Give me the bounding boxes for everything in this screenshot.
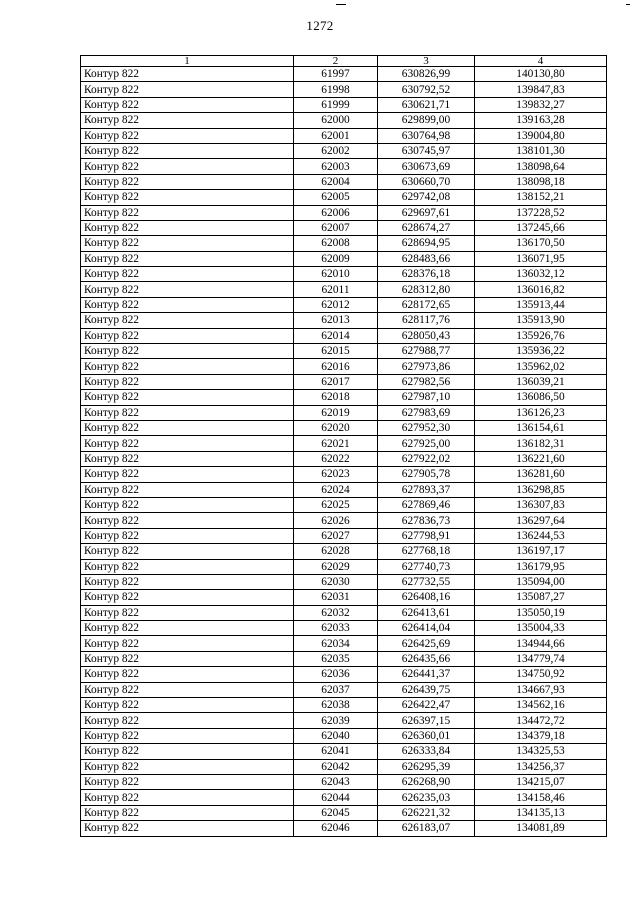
cell-y-coordinate: 138098,18 [475,174,607,189]
table-row [81,267,607,282]
cell-point-number: 62029 [294,559,378,574]
cell-x-coordinate: 626333,84 [378,744,475,759]
cell-x-coordinate: 629742,08 [378,190,475,205]
cell-x-coordinate: 626422,47 [378,698,475,713]
cell-point-number: 62034 [294,636,378,651]
cell-y-coordinate: 139004,80 [475,128,607,143]
cell-y-coordinate: 134667,93 [475,682,607,697]
cell-point-number: 62013 [294,313,378,328]
cell-y-coordinate: 136244,53 [475,528,607,543]
cell-y-coordinate: 134256,37 [475,759,607,774]
cell-x-coordinate: 629899,00 [378,113,475,128]
column-header-3: 3 [378,56,475,67]
table-row [81,467,607,482]
cell-y-coordinate: 134944,66 [475,636,607,651]
cell-y-coordinate: 138101,30 [475,143,607,158]
cell-contour-name: Контур 822 [81,590,294,605]
cell-y-coordinate: 135087,27 [475,590,607,605]
table-row [81,790,607,805]
table-row [81,544,607,559]
top-mark [336,4,346,5]
cell-contour-name: Контур 822 [81,328,294,343]
table-row [81,67,607,82]
cell-x-coordinate: 628376,18 [378,267,475,282]
table-row [81,174,607,189]
cell-x-coordinate: 626221,32 [378,805,475,820]
cell-y-coordinate: 136032,12 [475,267,607,282]
cell-y-coordinate: 137228,52 [475,205,607,220]
table-row [81,805,607,820]
cell-y-coordinate: 136086,50 [475,390,607,405]
cell-contour-name: Контур 822 [81,528,294,543]
cell-contour-name: Контур 822 [81,344,294,359]
cell-y-coordinate: 136297,64 [475,513,607,528]
cell-y-coordinate: 135913,90 [475,313,607,328]
cell-contour-name: Контур 822 [81,359,294,374]
column-header-4: 4 [475,56,607,67]
cell-x-coordinate: 627983,69 [378,405,475,420]
cell-x-coordinate: 627798,91 [378,528,475,543]
cell-y-coordinate: 136298,85 [475,482,607,497]
cell-x-coordinate: 627740,73 [378,559,475,574]
cell-x-coordinate: 626268,90 [378,774,475,789]
cell-contour-name: Контур 822 [81,759,294,774]
cell-contour-name: Контур 822 [81,636,294,651]
cell-contour-name: Контур 822 [81,236,294,251]
cell-point-number: 62025 [294,497,378,512]
table-row [81,282,607,297]
cell-point-number: 62036 [294,667,378,682]
column-header-1: 1 [81,56,294,67]
cell-y-coordinate: 138152,21 [475,190,607,205]
cell-point-number: 62003 [294,159,378,174]
cell-x-coordinate: 626360,01 [378,728,475,743]
cell-contour-name: Контур 822 [81,682,294,697]
cell-contour-name: Контур 822 [81,544,294,559]
table-row [81,698,607,713]
table-row [81,605,607,620]
table-row [81,97,607,112]
cell-contour-name: Контур 822 [81,651,294,666]
table-header-row [81,56,607,67]
cell-contour-name: Контур 822 [81,143,294,158]
cell-contour-name: Контур 822 [81,574,294,589]
table-row [81,667,607,682]
cell-contour-name: Контур 822 [81,451,294,466]
cell-point-number: 62038 [294,698,378,713]
cell-x-coordinate: 626435,66 [378,651,475,666]
cell-contour-name: Контур 822 [81,744,294,759]
cell-y-coordinate: 136179,95 [475,559,607,574]
cell-x-coordinate: 627987,10 [378,390,475,405]
cell-point-number: 62014 [294,328,378,343]
cell-contour-name: Контур 822 [81,205,294,220]
cell-contour-name: Контур 822 [81,113,294,128]
cell-point-number: 62022 [294,451,378,466]
cell-x-coordinate: 630745,97 [378,143,475,158]
cell-point-number: 62037 [294,682,378,697]
cell-point-number: 62006 [294,205,378,220]
cell-point-number: 62018 [294,390,378,405]
cell-contour-name: Контур 822 [81,420,294,435]
cell-x-coordinate: 627869,46 [378,497,475,512]
cell-y-coordinate: 134325,53 [475,744,607,759]
cell-point-number: 62028 [294,544,378,559]
cell-x-coordinate: 629697,61 [378,205,475,220]
cell-y-coordinate: 134472,72 [475,713,607,728]
cell-contour-name: Контур 822 [81,282,294,297]
cell-contour-name: Контур 822 [81,128,294,143]
cell-point-number: 62002 [294,143,378,158]
table-row [81,451,607,466]
cell-x-coordinate: 628694,95 [378,236,475,251]
cell-y-coordinate: 138098,64 [475,159,607,174]
cell-point-number: 62020 [294,420,378,435]
cell-contour-name: Контур 822 [81,728,294,743]
cell-contour-name: Контур 822 [81,482,294,497]
cell-y-coordinate: 135004,33 [475,621,607,636]
cell-y-coordinate: 134750,92 [475,667,607,682]
table-row [81,374,607,389]
cell-x-coordinate: 630792,52 [378,82,475,97]
cell-point-number: 62024 [294,482,378,497]
cell-point-number: 62035 [294,651,378,666]
cell-x-coordinate: 630826,99 [378,67,475,82]
cell-x-coordinate: 626183,07 [378,821,475,836]
cell-y-coordinate: 135913,44 [475,297,607,312]
table-row [81,759,607,774]
table-row [81,113,607,128]
cell-point-number: 62030 [294,574,378,589]
column-header-2: 2 [294,56,378,67]
cell-x-coordinate: 627893,37 [378,482,475,497]
cell-x-coordinate: 628172,65 [378,297,475,312]
cell-x-coordinate: 626413,61 [378,605,475,620]
cell-y-coordinate: 136307,83 [475,497,607,512]
table-row [81,236,607,251]
cell-y-coordinate: 136170,50 [475,236,607,251]
cell-contour-name: Контур 822 [81,559,294,574]
cell-y-coordinate: 136197,17 [475,544,607,559]
cell-y-coordinate: 134135,13 [475,805,607,820]
table-row [81,559,607,574]
table-row [81,436,607,451]
table-row [81,744,607,759]
table-row [81,713,607,728]
cell-contour-name: Контур 822 [81,374,294,389]
cell-y-coordinate: 134379,18 [475,728,607,743]
table-row [81,328,607,343]
cell-x-coordinate: 628483,66 [378,251,475,266]
table-row [81,590,607,605]
cell-x-coordinate: 630764,98 [378,128,475,143]
cell-y-coordinate: 136016,82 [475,282,607,297]
cell-x-coordinate: 627768,18 [378,544,475,559]
cell-x-coordinate: 628312,80 [378,282,475,297]
table-row [81,344,607,359]
table-row [81,143,607,158]
table-row [81,420,607,435]
table-row [81,82,607,97]
table-row [81,190,607,205]
cell-y-coordinate: 139847,83 [475,82,607,97]
cell-point-number: 62027 [294,528,378,543]
cell-x-coordinate: 627988,77 [378,344,475,359]
cell-contour-name: Контур 822 [81,174,294,189]
cell-y-coordinate: 136071,95 [475,251,607,266]
cell-point-number: 62012 [294,297,378,312]
table-row [81,651,607,666]
cell-contour-name: Контур 822 [81,667,294,682]
cell-contour-name: Контур 822 [81,159,294,174]
cell-point-number: 61999 [294,97,378,112]
table-row [81,728,607,743]
table-row [81,621,607,636]
cell-point-number: 62004 [294,174,378,189]
table-row [81,220,607,235]
cell-x-coordinate: 627925,00 [378,436,475,451]
cell-x-coordinate: 626425,69 [378,636,475,651]
table-row [81,682,607,697]
cell-y-coordinate: 140130,80 [475,67,607,82]
cell-x-coordinate: 628050,43 [378,328,475,343]
cell-y-coordinate: 135050,19 [475,605,607,620]
cell-point-number: 62016 [294,359,378,374]
cell-x-coordinate: 627922,02 [378,451,475,466]
cell-x-coordinate: 626397,15 [378,713,475,728]
corner-mark [626,4,630,5]
table-row [81,636,607,651]
cell-y-coordinate: 136182,31 [475,436,607,451]
cell-point-number: 62039 [294,713,378,728]
cell-point-number: 62021 [294,436,378,451]
cell-contour-name: Контур 822 [81,713,294,728]
cell-x-coordinate: 627836,73 [378,513,475,528]
cell-contour-name: Контур 822 [81,97,294,112]
cell-x-coordinate: 627982,56 [378,374,475,389]
table-row [81,128,607,143]
cell-contour-name: Контур 822 [81,267,294,282]
cell-point-number: 62015 [294,344,378,359]
cell-x-coordinate: 626414,04 [378,621,475,636]
cell-contour-name: Контур 822 [81,774,294,789]
cell-point-number: 62044 [294,790,378,805]
cell-contour-name: Контур 822 [81,513,294,528]
cell-x-coordinate: 626235,03 [378,790,475,805]
cell-y-coordinate: 139832,27 [475,97,607,112]
cell-contour-name: Контур 822 [81,821,294,836]
table-row [81,574,607,589]
table-row [81,390,607,405]
cell-y-coordinate: 135936,22 [475,344,607,359]
cell-point-number: 62045 [294,805,378,820]
cell-y-coordinate: 134215,07 [475,774,607,789]
cell-x-coordinate: 627952,30 [378,420,475,435]
table-row [81,482,607,497]
cell-point-number: 62041 [294,744,378,759]
table-body [81,67,607,837]
cell-point-number: 62017 [294,374,378,389]
cell-point-number: 62040 [294,728,378,743]
table-row [81,297,607,312]
table-row [81,251,607,266]
cell-point-number: 62005 [294,190,378,205]
cell-y-coordinate: 134779,74 [475,651,607,666]
cell-y-coordinate: 135926,76 [475,328,607,343]
cell-contour-name: Контур 822 [81,297,294,312]
cell-x-coordinate: 628117,76 [378,313,475,328]
cell-contour-name: Контур 822 [81,790,294,805]
cell-contour-name: Контур 822 [81,82,294,97]
cell-x-coordinate: 627973,86 [378,359,475,374]
cell-contour-name: Контур 822 [81,313,294,328]
cell-x-coordinate: 630673,69 [378,159,475,174]
cell-contour-name: Контур 822 [81,390,294,405]
table-row [81,359,607,374]
table-row [81,205,607,220]
cell-x-coordinate: 627905,78 [378,467,475,482]
cell-contour-name: Контур 822 [81,220,294,235]
cell-y-coordinate: 137245,66 [475,220,607,235]
cell-contour-name: Контур 822 [81,698,294,713]
cell-point-number: 62031 [294,590,378,605]
cell-contour-name: Контур 822 [81,190,294,205]
cell-contour-name: Контур 822 [81,251,294,266]
cell-x-coordinate: 626295,39 [378,759,475,774]
cell-contour-name: Контур 822 [81,436,294,451]
cell-y-coordinate: 136221,60 [475,451,607,466]
cell-y-coordinate: 136154,61 [475,420,607,435]
cell-x-coordinate: 626439,75 [378,682,475,697]
cell-point-number: 62019 [294,405,378,420]
cell-contour-name: Контур 822 [81,805,294,820]
cell-point-number: 62046 [294,821,378,836]
cell-point-number: 62032 [294,605,378,620]
cell-point-number: 61998 [294,82,378,97]
cell-x-coordinate: 626408,16 [378,590,475,605]
cell-x-coordinate: 630660,70 [378,174,475,189]
cell-point-number: 62009 [294,251,378,266]
cell-x-coordinate: 628674,27 [378,220,475,235]
coordinates-table [80,55,607,837]
cell-y-coordinate: 139163,28 [475,113,607,128]
cell-y-coordinate: 136039,21 [475,374,607,389]
table-row [81,313,607,328]
cell-point-number: 62042 [294,759,378,774]
cell-point-number: 62023 [294,467,378,482]
cell-x-coordinate: 627732,55 [378,574,475,589]
cell-point-number: 62000 [294,113,378,128]
table-row [81,497,607,512]
cell-point-number: 61997 [294,67,378,82]
cell-point-number: 62043 [294,774,378,789]
cell-y-coordinate: 136126,23 [475,405,607,420]
cell-contour-name: Контур 822 [81,467,294,482]
cell-contour-name: Контур 822 [81,405,294,420]
table-row [81,513,607,528]
cell-point-number: 62001 [294,128,378,143]
cell-point-number: 62033 [294,621,378,636]
cell-y-coordinate: 134158,46 [475,790,607,805]
table-row [81,159,607,174]
table-row [81,405,607,420]
table-row [81,821,607,836]
cell-y-coordinate: 135962,02 [475,359,607,374]
cell-x-coordinate: 630621,71 [378,97,475,112]
cell-x-coordinate: 626441,37 [378,667,475,682]
cell-point-number: 62010 [294,267,378,282]
cell-point-number: 62008 [294,236,378,251]
page-number: 1272 [306,18,334,33]
cell-y-coordinate: 135094,00 [475,574,607,589]
cell-y-coordinate: 134562,16 [475,698,607,713]
cell-contour-name: Контур 822 [81,67,294,82]
cell-contour-name: Контур 822 [81,621,294,636]
cell-contour-name: Контур 822 [81,605,294,620]
cell-point-number: 62011 [294,282,378,297]
cell-y-coordinate: 136281,60 [475,467,607,482]
cell-contour-name: Контур 822 [81,497,294,512]
cell-y-coordinate: 134081,89 [475,821,607,836]
cell-point-number: 62026 [294,513,378,528]
table-row [81,528,607,543]
cell-point-number: 62007 [294,220,378,235]
table-row [81,774,607,789]
